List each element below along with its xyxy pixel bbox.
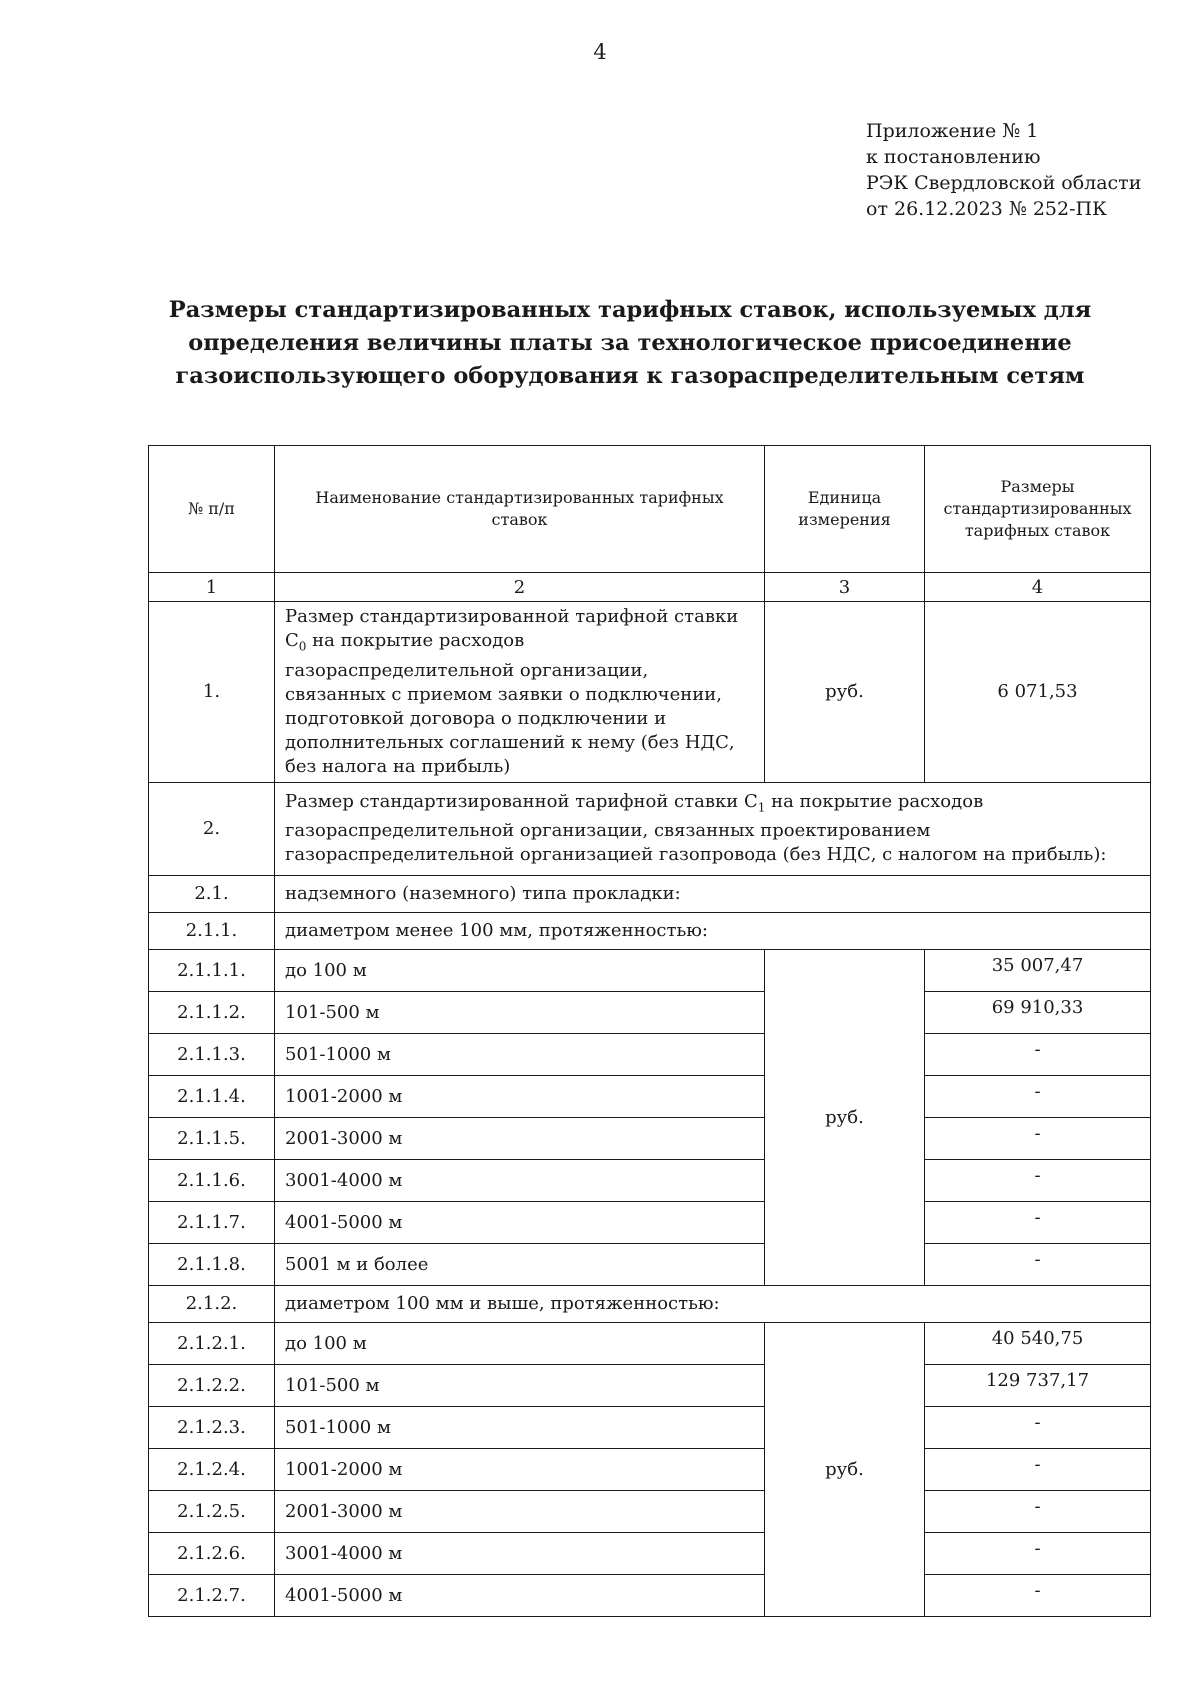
row-number: 2.1.1.5. [149,1117,275,1159]
annex-line: Приложение № 1 [866,120,1039,142]
table-row [149,782,1151,875]
row-value: - [925,1201,1151,1243]
column-index: 2 [275,573,765,602]
row-value: - [925,1075,1151,1117]
table-row [149,1285,1151,1322]
table-header-row [149,446,1151,573]
header-size: Размеры стандартизированных тарифных ставок [925,446,1151,573]
text-part: Размер стандартизированной тарифной ставки [285,606,739,627]
subscript: 1 [757,800,766,815]
row-description: 4001-5000 м [275,1201,765,1243]
column-index: 3 [765,573,925,602]
row-value: - [925,1490,1151,1532]
annex-line: к постановлению [866,146,1041,168]
row-value: - [925,1406,1151,1448]
row-unit: руб. [765,949,925,1285]
row-number: 2.1.1.2. [149,991,275,1033]
document-title [150,294,1110,393]
column-index-row [149,573,1151,602]
table-row [149,1322,1151,1364]
row-description: 501-1000 м [275,1406,765,1448]
header-unit: Единица измерения [765,446,925,573]
title-line: определения величины платы за технологическое присоединение [188,330,1072,356]
table-row [149,1406,1151,1448]
row-description: надземного (наземного) типа прокладки: [275,875,1151,912]
page-number: 4 [593,40,607,64]
symbol: С [743,790,758,812]
row-number: 2.1.1. [149,912,275,949]
row-value: 69 910,33 [925,991,1151,1033]
table-row [149,1117,1151,1159]
annex-line: от 26.12.2023 № 252-ПК [866,198,1107,220]
row-description: 3001-4000 м [275,1159,765,1201]
row-number: 1. [149,602,275,783]
row-value: - [925,1243,1151,1285]
table-row [149,949,1151,991]
title-line: Размеры стандартизированных тарифных ставок, используемых для [168,297,1092,323]
subscript: 0 [298,639,307,654]
table-row [149,1033,1151,1075]
row-description: 501-1000 м [275,1033,765,1075]
table-row [149,991,1151,1033]
row-value: - [925,1574,1151,1616]
row-number: 2. [149,782,275,875]
tariff-table [148,445,1151,1617]
row-description: 101-500 м [275,991,765,1033]
text-part: на покрытие расходов газораспределительной организации, связанных с приемом заявки о подключении, подготовкой договора о подключении и дополнительных соглашений к нему (без НДС, без налога на прибыль) [285,630,735,777]
row-description: 5001 м и более [275,1243,765,1285]
row-unit: руб. [765,602,925,783]
row-number: 2.1. [149,875,275,912]
row-value: - [925,1532,1151,1574]
row-value: - [925,1117,1151,1159]
text-part: Размер стандартизированной тарифной ставки [285,790,739,812]
table-row [149,1159,1151,1201]
row-description: диаметром 100 мм и выше, протяженностью: [275,1285,1151,1322]
row-value: 129 737,17 [925,1364,1151,1406]
row-description: 2001-3000 м [275,1117,765,1159]
row-description: 1001-2000 м [275,1075,765,1117]
annex-line: РЭК Свердловской области [866,172,1142,194]
title-line: газоиспользующего оборудования к газораспределительным сетям [175,363,1085,389]
row-number: 2.1.1.6. [149,1159,275,1201]
row-value: 35 007,47 [925,949,1151,991]
row-number: 2.1.2.5. [149,1490,275,1532]
row-number: 2.1.1.4. [149,1075,275,1117]
row-number: 2.1.2.4. [149,1448,275,1490]
table-row [149,1243,1151,1285]
row-value: 6 071,53 [925,602,1151,783]
row-description: 1001-2000 м [275,1448,765,1490]
row-value: 40 540,75 [925,1322,1151,1364]
table-row [149,1532,1151,1574]
row-number: 2.1.2.2. [149,1364,275,1406]
table-row [149,912,1151,949]
row-description: 3001-4000 м [275,1532,765,1574]
row-number: 2.1.2.1. [149,1322,275,1364]
header-num: № п/п [149,446,275,573]
table-row [149,1490,1151,1532]
table-row [149,875,1151,912]
text-part: на покрытие расходов газораспределительной организации, связанных проектированием газораспределительной организацией газопровода (без НДС, с налогом на прибыль): [285,790,1107,866]
column-index: 4 [925,573,1151,602]
row-number: 2.1.2.7. [149,1574,275,1616]
table-row [149,1448,1151,1490]
row-number: 2.1.1.7. [149,1201,275,1243]
row-description: 4001-5000 м [275,1574,765,1616]
row-number: 2.1.2.3. [149,1406,275,1448]
row-value: - [925,1033,1151,1075]
row-number: 2.1.2. [149,1285,275,1322]
row-description [275,602,765,783]
row-number: 2.1.1.1. [149,949,275,991]
row-number: 2.1.1.8. [149,1243,275,1285]
row-value: - [925,1159,1151,1201]
row-description: 101-500 м [275,1364,765,1406]
row-description: до 100 м [275,949,765,991]
row-description [275,782,1151,875]
row-unit: руб. [765,1322,925,1616]
table-row [149,1201,1151,1243]
annex-block [866,118,1141,222]
row-number: 2.1.2.6. [149,1532,275,1574]
table-row [149,1364,1151,1406]
header-name: Наименование стандартизированных тарифных ставок [275,446,765,573]
table-row [149,602,1151,783]
row-description: до 100 м [275,1322,765,1364]
row-description: 2001-3000 м [275,1490,765,1532]
symbol: С [285,630,299,651]
table-row [149,1574,1151,1616]
row-value: - [925,1448,1151,1490]
column-index: 1 [149,573,275,602]
row-description: диаметром менее 100 мм, протяженностью: [275,912,1151,949]
table-row [149,1075,1151,1117]
row-number: 2.1.1.3. [149,1033,275,1075]
